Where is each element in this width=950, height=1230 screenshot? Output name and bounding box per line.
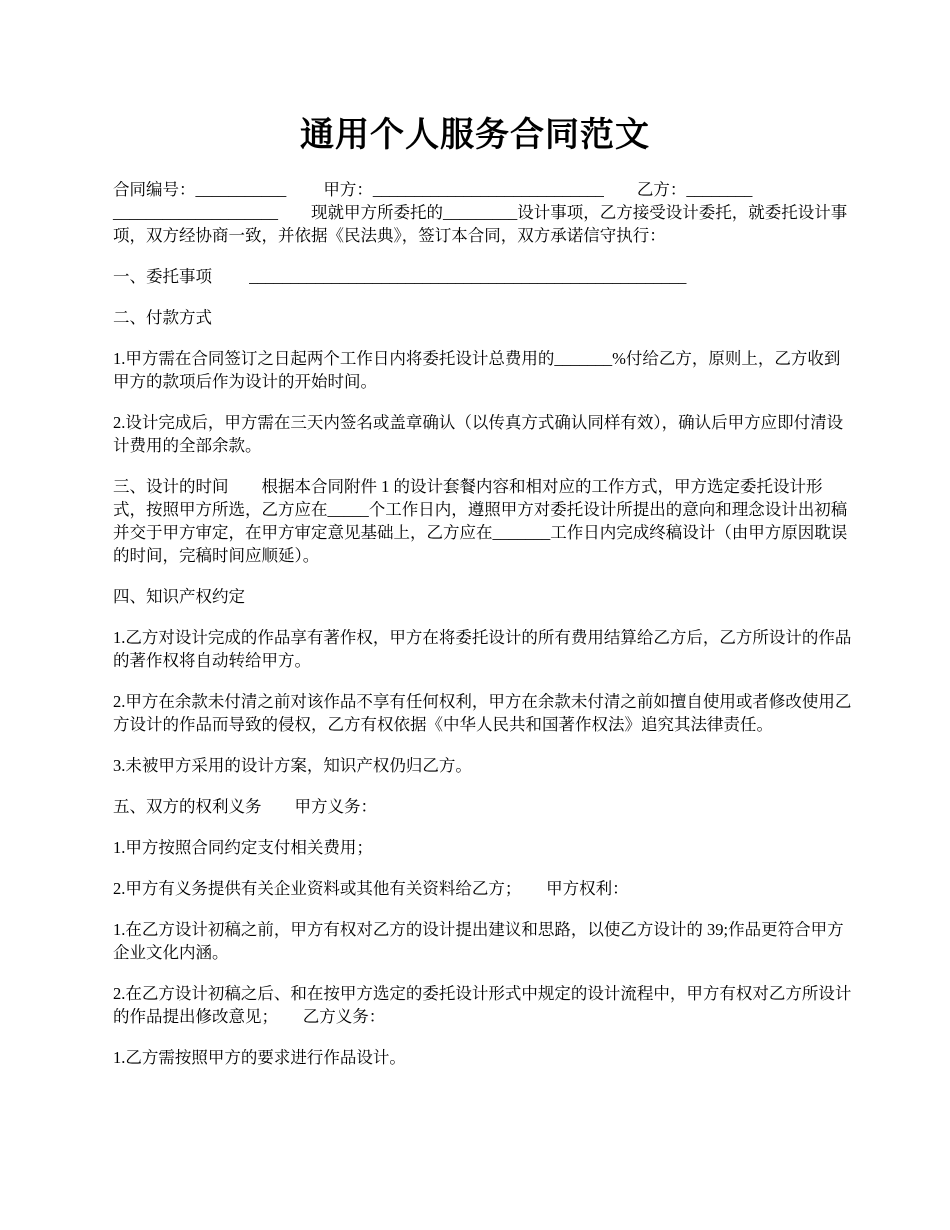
ip-clause-2: 2.甲方在余款未付清之前对该作品不享有任何权利，甲方在余款未付清之前如擅自使用或者修改使用乙方设计的作品而导致的侵权，乙方有权依据《中华人民共和国著作权法》追究其法律责任。	[113, 692, 852, 734]
party-a-duty-2: 2.甲方有义务提供有关企业资料或其他有关资料给乙方； 甲方权利：	[113, 879, 629, 898]
section-2-heading: 二、付款方式	[113, 308, 212, 327]
section-3-paragraph: 三、设计的时间 根据本合同附件 1 的设计套餐内容和相对应的工作方式，甲方选定委托设计形式，按照甲方所选，乙方应在_____个工作日内，遵照甲方对委托设计所提出的意向和理念设计出初稿并交于甲方审定，在甲方审定意见基础上，乙方应在_______工作日内完成终稿设计（由甲方原因耽误的时间，完稿时间应顺延）。	[113, 477, 848, 565]
payment-clause-1: 1.甲方需在合同签订之日起两个工作日内将委托设计总费用的_______%付给乙方，原则上，乙方收到甲方的款项后作为设计的开始时间。	[113, 349, 841, 391]
payment-clause-2: 2.设计完成后，甲方需在三天内签名或盖章确认（以传真方式确认同样有效），确认后甲方应即付清设计费用的全部余款。	[113, 413, 844, 455]
document-title: 通用个人服务合同范文	[300, 117, 650, 154]
party-a-right-2: 2.在乙方设计初稿之后、和在按甲方选定的委托设计形式中规定的设计流程中，甲方有权对乙方所设计的作品提出修改意见； 乙方义务：	[113, 984, 852, 1026]
party-b-duty-1: 1.乙方需按照甲方的要求进行作品设计。	[113, 1048, 406, 1067]
ip-clause-3: 3.未被甲方采用的设计方案，知识产权仍归乙方。	[113, 756, 472, 775]
contract-header-paragraph: 合同编号：___________ 甲方：____________________________ 乙方：________ ____________________ 现就甲方所委托的_________设计事项，乙方接受设计委托，就委托设计事项，双方经协商一致，并依据《民法典》，签订本合同，双方承诺信守执行：	[113, 180, 848, 245]
section-1-heading: 一、委托事项 _____________________________________________________	[113, 267, 687, 286]
ip-clause-1: 1.乙方对设计完成的作品享有著作权，甲方在将委托设计的所有费用结算给乙方后，乙方所设计的作品的著作权将自动转给甲方。	[113, 628, 852, 670]
party-a-right-1: 1.在乙方设计初稿之前，甲方有权对乙方的设计提出建议和思路，以使乙方设计的 39;作品更符合甲方企业文化内涵。	[113, 920, 844, 962]
section-4-heading: 四、知识产权约定	[113, 587, 245, 606]
document-body	[113, 178, 853, 1069]
section-5-heading: 五、双方的权利义务 甲方义务：	[113, 797, 377, 816]
party-a-duty-1: 1.甲方按照合同约定支付相关费用；	[113, 838, 373, 857]
